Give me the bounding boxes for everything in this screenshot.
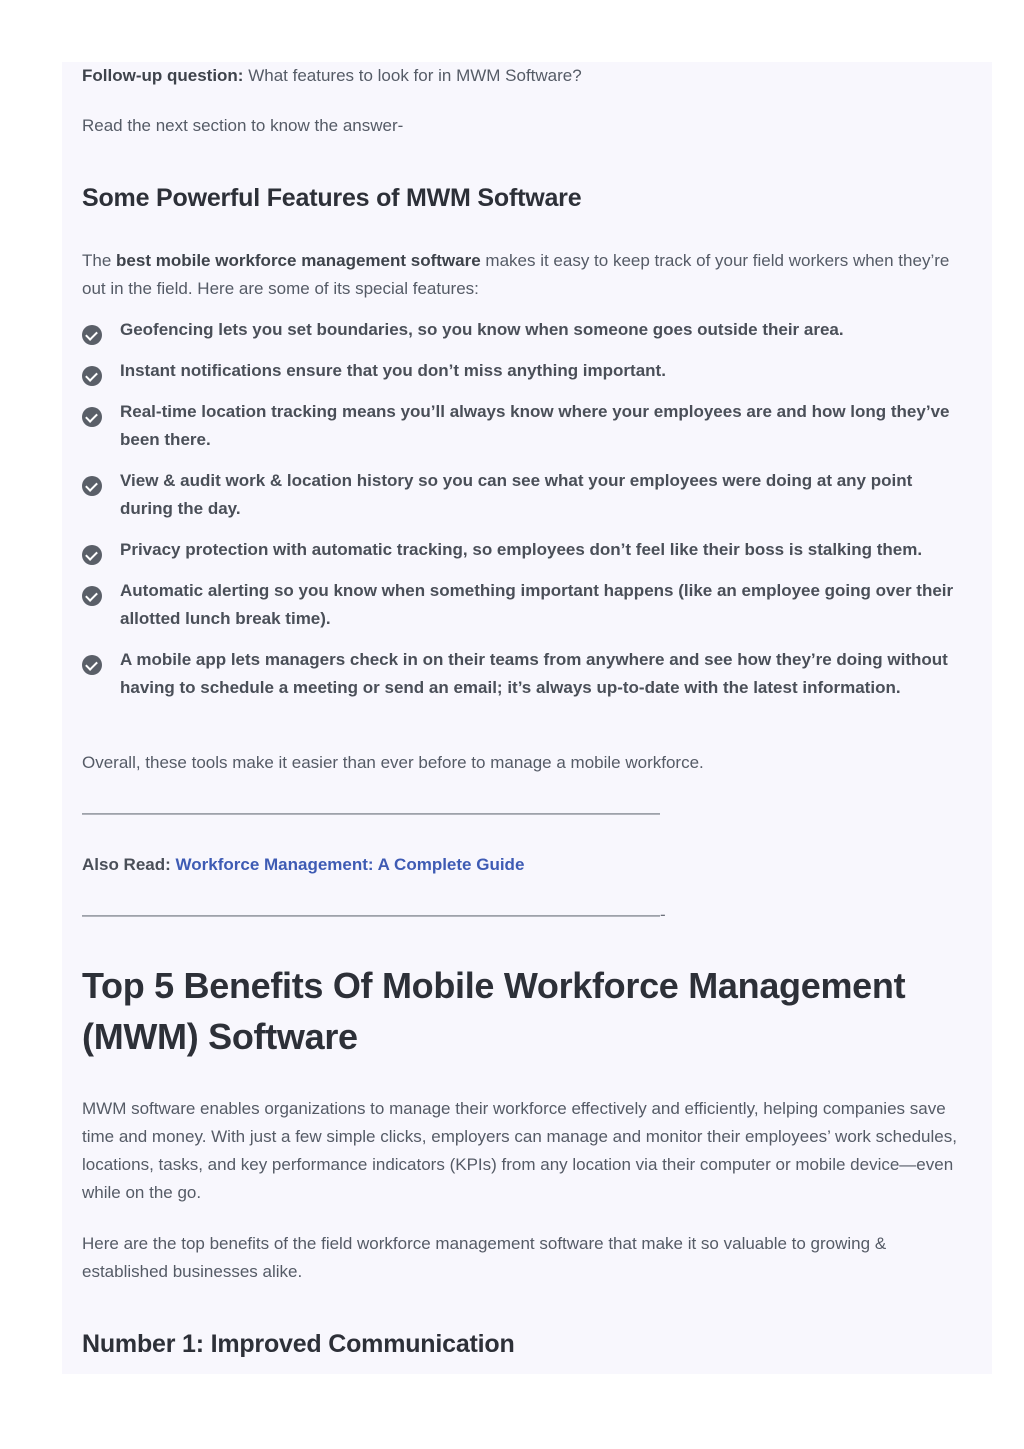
list-item <box>82 467 962 523</box>
features-heading: Some Powerful Features of MWM Software <box>82 184 582 212</box>
article-panel <box>62 62 992 1374</box>
benefits-heading: Top 5 Benefits Of Mobile Workforce Management (MWM) Software <box>82 965 906 1057</box>
list-item-text: Privacy protection with automatic tracking, so employees don’t feel like their boss is stalking them. <box>120 540 923 559</box>
check-circle-icon <box>82 476 102 496</box>
check-circle-icon <box>82 586 102 606</box>
check-circle-icon <box>82 545 102 565</box>
list-item-text: View & audit work & location history so you can see what your employees were doing at any point during the day. <box>120 471 913 518</box>
features-intro <box>82 247 962 303</box>
features-list <box>82 316 962 715</box>
list-item <box>82 536 962 564</box>
read-next-text: Read the next section to know the answer- <box>82 116 404 135</box>
features-summary: Overall, these tools make it easier than ever before to manage a mobile workforce. <box>82 753 704 772</box>
number1-heading: Number 1: Improved Communication <box>82 1330 515 1358</box>
list-item-text: Real-time location tracking means you’ll always know where your employees are and how long they’ve been there. <box>120 402 950 449</box>
list-item-text: A mobile app lets managers check in on their teams from anywhere and see how they’re doing without having to schedule a meeting or send an email; it’s always up-to-date with the latest information. <box>120 650 948 697</box>
list-item <box>82 646 962 702</box>
divider-top: —————————————————————————————————— <box>82 803 660 822</box>
check-circle-icon <box>82 366 102 386</box>
followup-question <box>82 62 582 90</box>
list-item-text: Geofencing lets you set boundaries, so you know when someone goes outside their area. <box>120 320 844 339</box>
also-read-label: Also Read: <box>82 855 176 874</box>
check-circle-icon <box>82 407 102 427</box>
benefits-intro: MWM software enables organizations to manage their workforce effectively and efficiently, helping companies save time and money. With just a few simple clicks, employers can manage and monitor their employees’ work schedules, locations, tasks, and key performance indicators (KPIs) from any location via their computer or mobile device—even while on the go. <box>82 1099 957 1202</box>
list-item <box>82 316 962 344</box>
check-circle-icon <box>82 325 102 345</box>
list-item-text: Instant notifications ensure that you don’t miss anything important. <box>120 361 666 380</box>
followup-text: What features to look for in MWM Software? <box>243 66 582 85</box>
check-circle-icon <box>82 655 102 675</box>
list-item-text: Automatic alerting so you know when something important happens (like an employee going over their allotted lunch break time). <box>120 581 954 628</box>
benefits-lead-in: Here are the top benefits of the field workforce management software that make it so valuable to growing & established businesses alike. <box>82 1234 887 1281</box>
also-read <box>82 851 524 879</box>
list-item <box>82 577 962 633</box>
also-read-link[interactable]: Workforce Management: A Complete Guide <box>175 855 525 874</box>
list-item <box>82 357 962 385</box>
intro-suffix: makes it easy to keep track of your field workers when they’re out in the field. Here are some of its special features: <box>82 251 950 298</box>
list-item <box>82 398 962 454</box>
intro-prefix: The <box>82 251 117 270</box>
divider-bottom: ——————————————————————————————————- <box>82 905 666 924</box>
followup-label: Follow-up question: <box>82 66 244 85</box>
intro-bold-term: best mobile workforce management software <box>116 251 481 270</box>
